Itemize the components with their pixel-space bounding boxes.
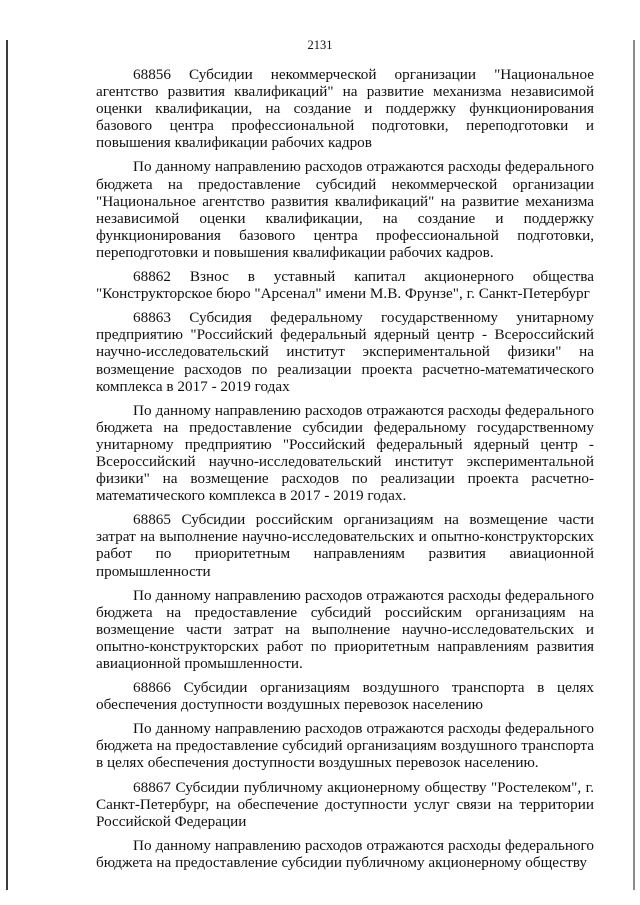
paragraph-code-68863: 68863 Субсидия федеральному государственному унитарному предприятию "Российский федеральный ядерный центр - Всероссийский научно-исследовательский институт экспериментальной физики" на возмещение расходов по реализации проекта расчетно-математического комплекса в 2017 - 2019 годах xyxy=(96,309,594,395)
scan-edge-right xyxy=(633,40,635,890)
paragraph-description-68863: По данному направлению расходов отражаются расходы федерального бюджета на предоставление субсидии федеральному государственному унитарному предприятию "Российский федеральный ядерный центр - Всероссийский научно-исследовательский институт экспериментальной физики" на возмещение расходов по реализации проекта расчетно-математического комплекса в 2017 - 2019 годах. xyxy=(96,401,594,505)
scan-edge-left xyxy=(6,40,8,890)
paragraph-description-68866: По данному направлению расходов отражаются расходы федерального бюджета на предоставление субсидий организациям воздушного транспорта в целях обеспечения доступности воздушных перевозок населению. xyxy=(96,720,594,772)
paragraph-description-68856: По данному направлению расходов отражаются расходы федерального бюджета на предоставление субсидий некоммерческой организации "Национальное агентство развития квалификаций" на развитие механизма независимой оценки квалификации, на создание и поддержку функционирования базового центра профессиональной подготовки, переподготовки и повышения квалификации рабочих кадров. xyxy=(96,158,594,261)
paragraph-description-68867: По данному направлению расходов отражаются расходы федерального бюджета на предоставление субсидии публичному акционерному обществу xyxy=(96,836,594,871)
paragraph-code-68862: 68862 Взнос в уставный капитал акционерного общества "Конструкторское бюро "Арсенал" имени М.В. Фрунзе", г. Санкт-Петербург xyxy=(96,268,594,303)
paragraph-code-68867: 68867 Субсидии публичному акционерному обществу "Ростелеком", г. Санкт-Петербург, на обеспечение доступности услуг связи на территории Российской Федерации xyxy=(96,778,594,830)
paragraph-code-68856: 68856 Субсидии некоммерческой организации "Национальное агентство развития квалификаций" на развитие механизма независимой оценки квалификации, на создание и поддержку функционирования базового центра профессиональной подготовки, переподготовки и повышения квалификации рабочих кадров xyxy=(96,66,594,152)
paragraph-description-68865: По данному направлению расходов отражаются расходы федерального бюджета на предоставление субсидий российским организациям на возмещение части затрат на выполнение научно-исследовательских и опытно-конструкторских работ по приоритетным направлениям развития авиационной промышленности. xyxy=(96,586,594,672)
paragraph-code-68865: 68865 Субсидии российским организациям на возмещение части затрат на выполнение научно-исследовательских и опытно-конструкторских работ по приоритетным направлениям развития авиационной промышленности xyxy=(96,511,594,580)
paragraph-code-68866: 68866 Субсидии организациям воздушного транспорта в целях обеспечения доступности воздушных перевозок населению xyxy=(96,679,594,714)
page-number: 2131 xyxy=(307,38,333,52)
body-text xyxy=(96,66,594,878)
